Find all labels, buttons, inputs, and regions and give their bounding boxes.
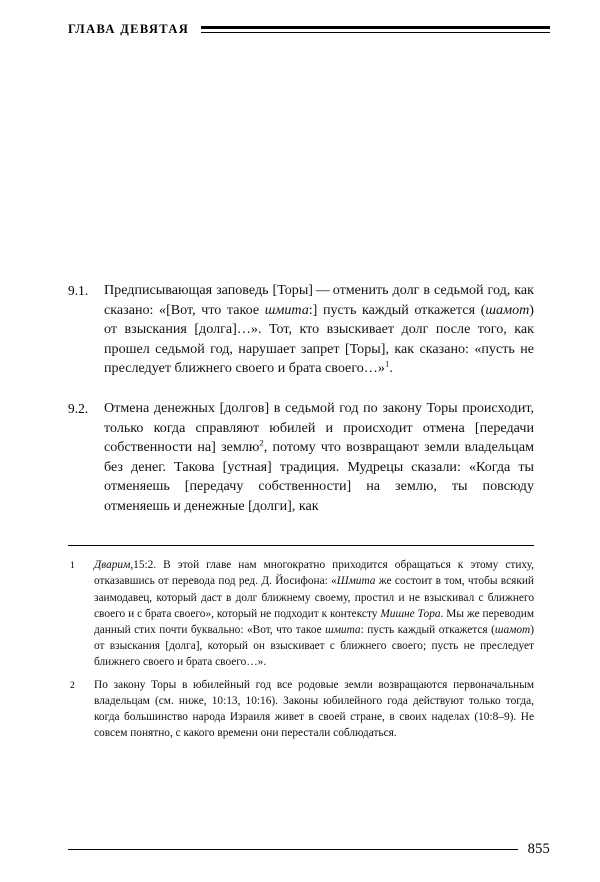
page-number: 855 bbox=[527, 841, 550, 857]
folio-rule bbox=[68, 849, 518, 851]
paragraph-number: 9.2. bbox=[68, 400, 89, 416]
paragraph-text: Предписывающая заповедь [Торы] — отменить долг в седьмой год, как сказано: «[Вот, что такое шмита:] пусть каждый откажется (шамот) от взыскания [долга]…». Тот, кто взыскивает долг после того, как прошел седьмой год, нарушает запрет [Торы], как сказано: «пусть не преследует ближнего своего и брата своего…»$^1$. bbox=[104, 282, 534, 377]
body-text bbox=[68, 281, 534, 517]
footnote-text: Дварим,15:2. В этой главе нам многократно приходится обращаться к этому стиху, отказавшись от перевода под ред. Д. Йосифона: «Шмита же состоит в том, чтобы всякий заимодавец, который даст в долг ближнему своему, простил и не взыскивал с ближнего своего и с брата своего», который не подходит к контексту Мишне Тора. Мы же переводим данный стих почти буквально: «Вот, что такое шмита: пусть каждый откажется (шамот) от взыскания [долга], который он взыскивает с ближнего своего; пусть не преследует ближнего своего и брата своего…». bbox=[94, 559, 535, 668]
footnote bbox=[68, 557, 534, 670]
footnote-marker: 2 bbox=[70, 679, 75, 691]
running-head-rule-thin bbox=[201, 32, 550, 33]
running-head-rule-thick bbox=[201, 26, 550, 29]
footnote bbox=[68, 677, 534, 741]
paragraph-number: 9.1. bbox=[68, 283, 89, 298]
running-head bbox=[68, 22, 550, 37]
footnote-separator-rule bbox=[68, 545, 534, 546]
footnote-text: По закону Торы в юбилейный год все родовые земли возвращаются первоначальным владельцам (см. ниже, 10:13, 10:16). Законы юбилейного года действуют только тогда, когда большинство народа Израиля живет в своей стране, в своих наделах (10:8–9). Не совсем понятно, с какого времени они перестали соблюдаться. bbox=[94, 679, 534, 740]
paragraph-text: Отмена денежных [долгов] в седьмой год по закону Торы происходит, только когда справляют юбилей и происходит отмена [передачи собственности на] землю$^2$, потому что возвращают земли владельцам без денег. Такова [устная] традиция. Мудрецы сказали: «Когда ты отменяешь [передачу собственности] на землю, ты повсюду отменяешь и денежные [долги], как bbox=[104, 399, 535, 514]
running-head-rule bbox=[201, 26, 550, 33]
chapter-title: ГЛАВА ДЕВЯТАЯ bbox=[68, 22, 190, 36]
footnote-area bbox=[68, 545, 534, 741]
numbered-paragraph bbox=[68, 399, 534, 517]
footnote-marker: 1 bbox=[70, 559, 75, 571]
numbered-paragraph bbox=[68, 281, 534, 379]
page-footer bbox=[68, 841, 550, 858]
